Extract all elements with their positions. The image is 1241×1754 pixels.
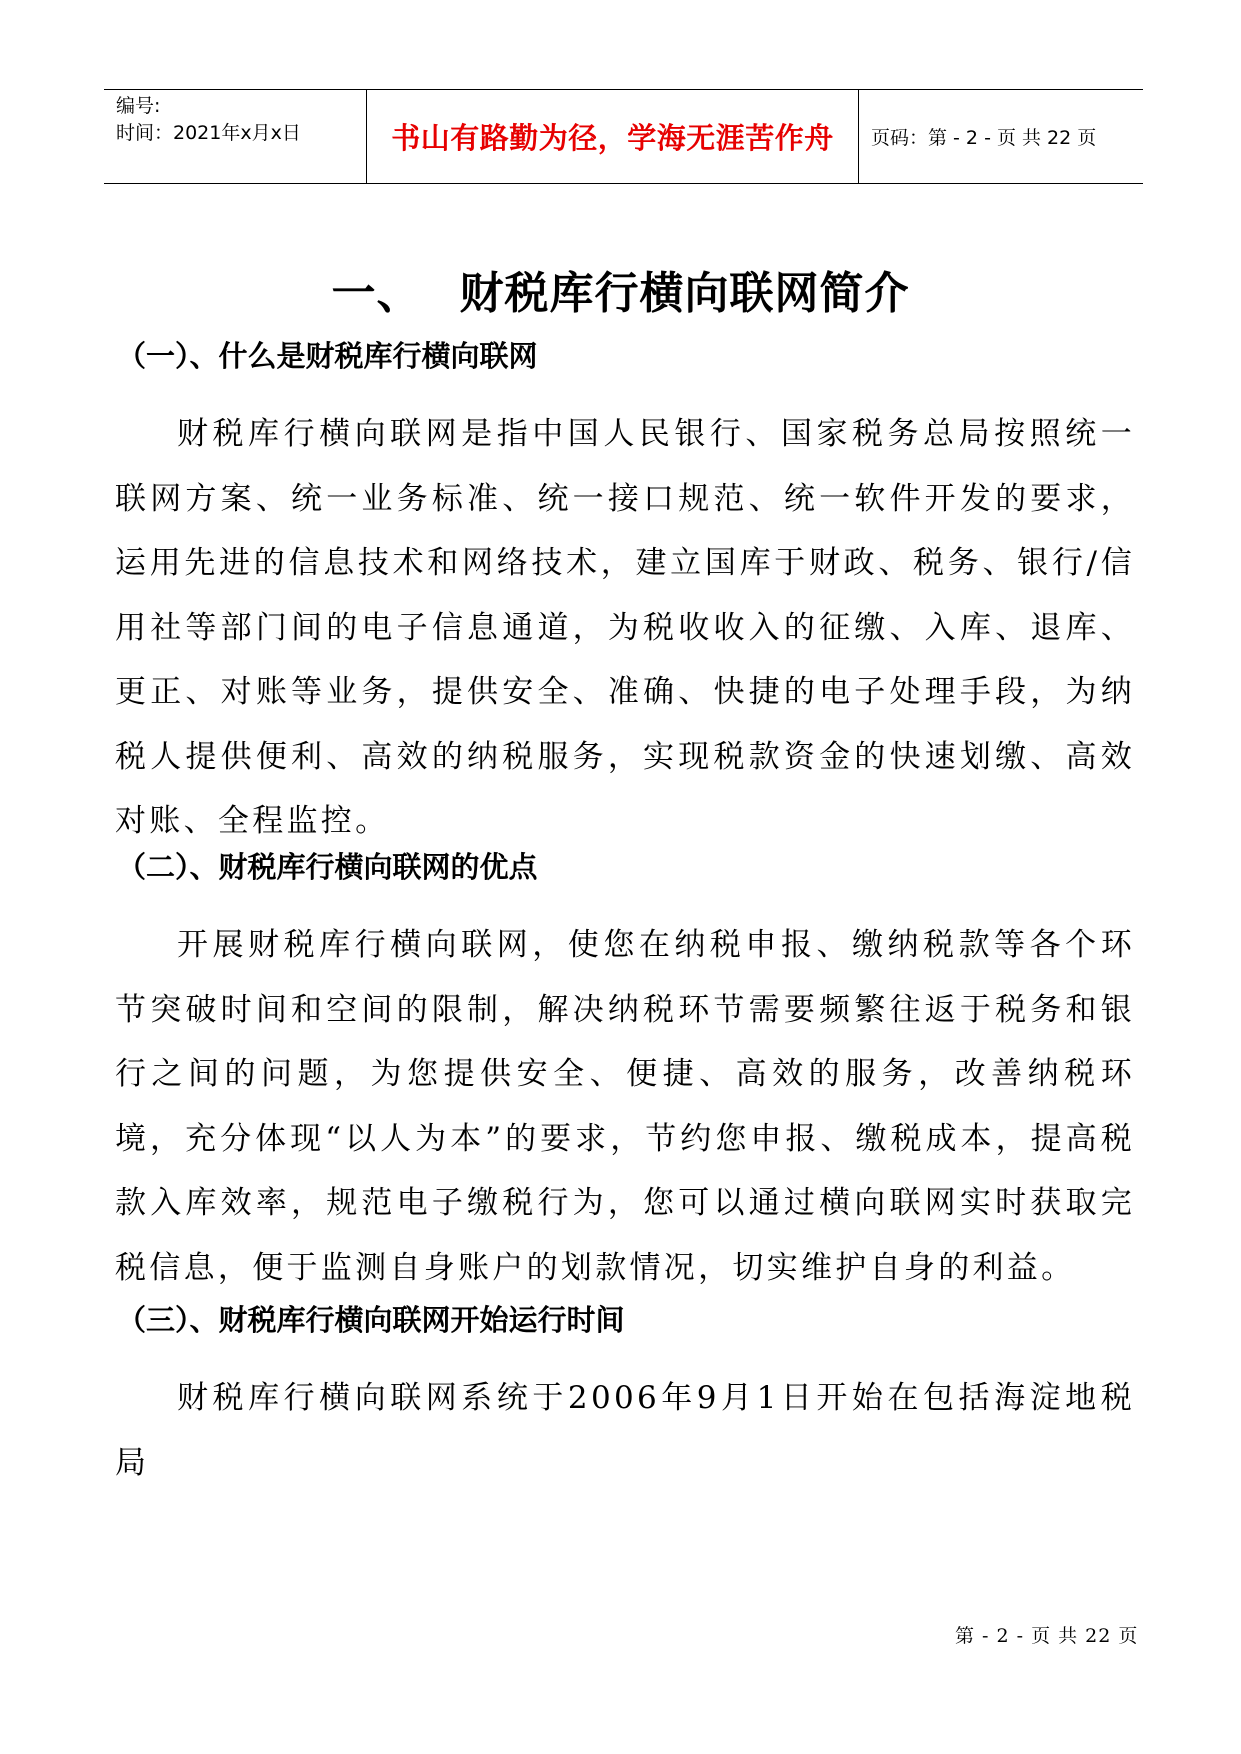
title-text: 财税库行横向联网简介	[459, 268, 910, 319]
section-body-2: 开展财税库行横向联网，使您在纳税申报、缴纳税款等各个环节突破时间和空间的限制，解决纳税环节需要频繁往返于税务和银行之间的问题，为您提供安全、便捷、高效的服务，改善纳税环境，充分体现“以人为本”的要求，节约您申报、缴税成本，提高税款入库效率，规范电子缴税行为，您可以通过横向联网实时获取完税信息，便于监测自身账户的划款情况，切实维护自身的利益。	[115, 927, 1135, 1286]
document-time-label: 时间：2021年x月x日	[116, 122, 301, 144]
header-meta	[104, 90, 367, 183]
header-page-label: 页码：第 - 2 - 页 共 22 页	[871, 127, 1097, 149]
header-motto: 书山有路勤为径，学海无涯苦作舟	[367, 90, 859, 183]
section-body-3: 财税库行横向联网系统于2006年9月1日开始在包括海淀地税局	[115, 1380, 1135, 1481]
section-body-1: 财税库行横向联网是指中国人民银行、国家税务总局按照统一联网方案、统一业务标准、统一接口规范、统一软件开发的要求，运用先进的信息技术和网络技术，建立国库于财政、税务、银行/信用社等部门间的电子信息通道，为税收收入的征缴、入库、退库、更正、对账等业务，提供安全、准确、快捷的电子处理手段，为纳税人提供便利、高效的纳税服务，实现税款资金的快速划缴、高效对账、全程监控。	[115, 416, 1135, 839]
section-heading-2: （二）、财税库行横向联网的优点	[117, 850, 538, 884]
section-heading-1: （一）、什么是财税库行横向联网	[117, 339, 538, 373]
section-heading-3: （三）、财税库行横向联网开始运行时间	[117, 1303, 625, 1337]
title-number: 一、	[331, 268, 422, 319]
document-title	[0, 257, 1241, 321]
document-number-label: 编号:	[116, 95, 161, 117]
page-footer: 第 - 2 - 页 共 22 页	[955, 1625, 1139, 1647]
page-header	[104, 89, 1143, 184]
